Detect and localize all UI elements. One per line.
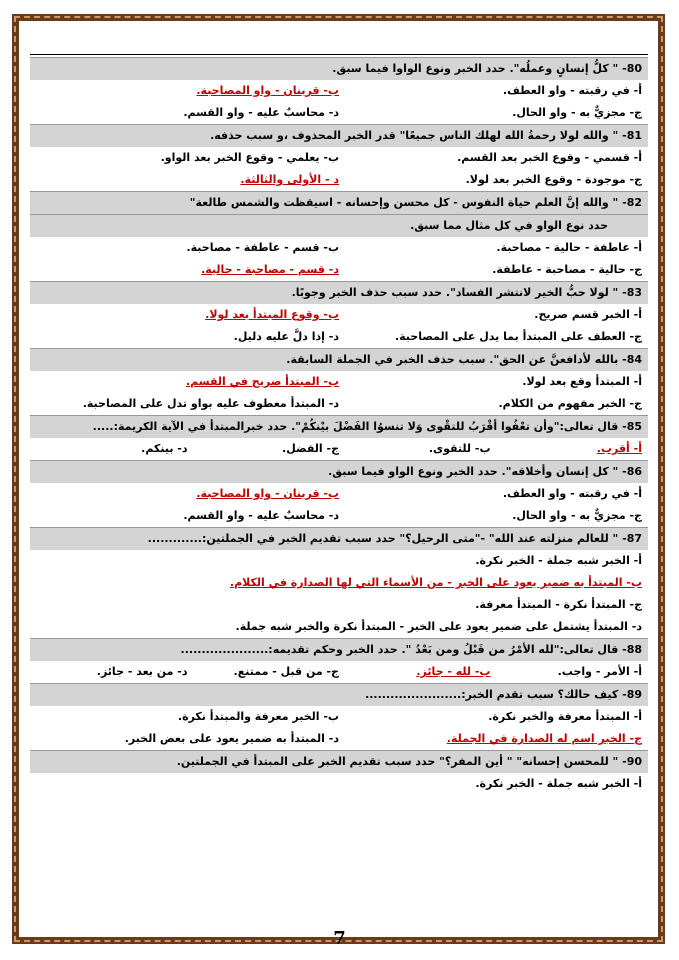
question-90: 90- " للمحسن إحسانه" " أين المفر؟" حدد سبب تقديم الخبر على المبتدأ في الجملتين. [30,750,648,773]
option-c: ج- حالية - مصاحبة - عاطفة. [492,263,642,276]
option-c: ج- الفضل. [282,442,339,455]
question-81: 81- " والله لولا رحمةُ الله لهلك الناس جميعًا" قدر الخبر المحذوف ،و سبب حذفه. [30,124,648,147]
question-80: 80- " كلُّ إنسانٍ وعملُه". حدد الخبر ونوع الواوا فيما سبق. [30,57,648,80]
question-83: 83- " لولا حبُّ الخير لانتشر الفساد". حدد سبب حذف الخبر وجوبًا. [30,281,648,304]
q85-options [30,438,648,460]
option-d-correct: د - الأولى والثالثة. [240,173,339,186]
q83-options-row2 [30,326,648,348]
q83-options-row1 [30,304,648,326]
option-a: أ- المبتدأ معرفة والخبر نكرة. [488,710,642,723]
option-c: ج- العطف على المبتدأ بما يدل على المصاحبة. [394,330,642,343]
option-a: أ- في رقبته - واو العطف. [502,487,642,500]
option-d: د- محاسبٌ عليه - واو القسم. [183,106,339,119]
option-a: أ- قسمي - وقوع الخبر بعد القسم. [457,151,642,164]
option-a: أ- الخبر شبه جملة - الخبر نكرة. [475,777,642,790]
option-a: أ- الخبر شبه جملة - الخبر نكرة. [475,554,642,567]
page-number: 7 [333,928,346,949]
question-88: 88- قال تعالى:"لله الأمْرُ من قَبْلُ ومن بَعْدُ ". حدد الخبر وحكم تقديمه:..................... [30,638,648,661]
q80-options-row1 [30,80,648,102]
option-b-correct: ب- المبتدأ صريح في القسم. [186,375,339,388]
q82-options-row1 [30,237,648,259]
option-d: د- من بعد - جائز. [96,665,188,678]
question-85: 85- قال تعالى:"وأن تعْفُوا أقْرَبُ للتقْوى وَلا تنسوُا الفَضْلَ بيْنكُمْ". حدد خبرالمبتدأ في الآية الكريمة:..... [30,415,648,438]
q81-options-row2 [30,169,648,191]
q88-options [30,661,648,683]
option-d: د- إذا دلَّ عليه دليل. [233,330,339,343]
q84-options-row2 [30,393,648,415]
option-c: ج- الخبر مفهوم من الكلام. [498,397,642,410]
option-a: أ- المبتدأ وقع بعد لولا. [522,375,642,388]
q80-options-row2 [30,102,648,124]
option-d: د- محاسبٌ عليه - واو القسم. [183,509,339,522]
option-d: د- بينكم. [141,442,188,455]
option-d: د- المبتدأ به ضمير يعود على بعض الخبر. [124,732,339,745]
option-a-correct: أ- أقرب. [596,442,642,455]
option-c: ج- مجزيٌّ به - واو الحال. [512,106,642,119]
option-c: ج- من قبل - ممتنع. [233,665,339,678]
option-b-correct: ب- المبتدأ به ضمير يعود على الخبر - من الأسماء التي لها الصدارة في الكلام. [229,576,642,589]
option-b: ب- الخبر معرفة والمبتدأ نكرة. [177,710,339,723]
option-a: أ- عاطفة - حالية - مصاحبة. [496,241,642,254]
option-b-correct: ب- قرينان - واو المصاحبة. [196,487,339,500]
option-c: ج- موجودة - وقوع الخبر بعد لولا. [465,173,642,186]
option-b-correct: ب- قرينان - واو المصاحبة. [196,84,339,97]
question-86: 86- " كل إنسان وأخلاقه". حدد الخبر ونوع الواو فيما سبق. [30,460,648,483]
option-a: أ- الخبر قسم صريح. [534,308,642,321]
option-b: ب- للتقوى. [428,442,491,455]
option-c: ج- المبتدأ نكرة - المبتدأ معرفة. [475,598,642,611]
question-82: 82- " والله إنَّ العلم حياة النفوس - كل محسن وإحسانه - اسيقظت والشمس طالعة" [30,191,648,214]
question-89: 89- كيف حالك؟ سبب تقدم الخبر:....................... [30,683,648,706]
q89-options-row2 [30,728,648,750]
q86-options-row1 [30,483,648,505]
q81-options-row1 [30,147,648,169]
option-c: ج- مجزيٌّ به - واو الحال. [512,509,642,522]
worksheet [30,32,648,932]
q82-options-row2 [30,259,648,281]
q89-options-row1 [30,706,648,728]
option-b: ب- قسم - عاطفة - مصاحبة. [186,241,339,254]
option-d: د- المبتدأ معطوف عليه بواو تدل على المصاحبة. [82,397,339,410]
question-87: 87- " للعالم منزلته عند الله" -"متى الرحيل؟" حدد سبب تقديم الخبر في الجملتين:............. [30,527,648,550]
option-a: أ- في رقبته - واو العطف. [502,84,642,97]
option-b-correct: ب- وقوع المبتدأ بعد لولا. [205,308,339,321]
option-b: ب- يعلمي - وقوع الخبر بعد الواو. [160,151,339,164]
option-b-correct: ب- لله - جائز. [416,665,491,678]
question-82-instruction: حدد نوع الواو في كل مثال مما سبق. [30,214,648,237]
option-d: د- المبتدأ يشتمل على ضمير يعود على الخبر - المبتدأ نكرة والخبر شبه جملة. [235,620,642,633]
q86-options-row2 [30,505,648,527]
option-a: أ- الأمر - واجب. [557,665,642,678]
question-84: 84- بالله لأدافعنَّ عن الحق". سبب حذف الخبر في الجملة السابقة. [30,348,648,371]
top-rule [30,32,648,55]
q84-options-row1 [30,371,648,393]
option-c-correct: ج- الخبر اسم له الصدارة في الجملة. [446,732,642,745]
option-d-correct: د- قسم - مصاحبة - حالية. [201,263,339,276]
